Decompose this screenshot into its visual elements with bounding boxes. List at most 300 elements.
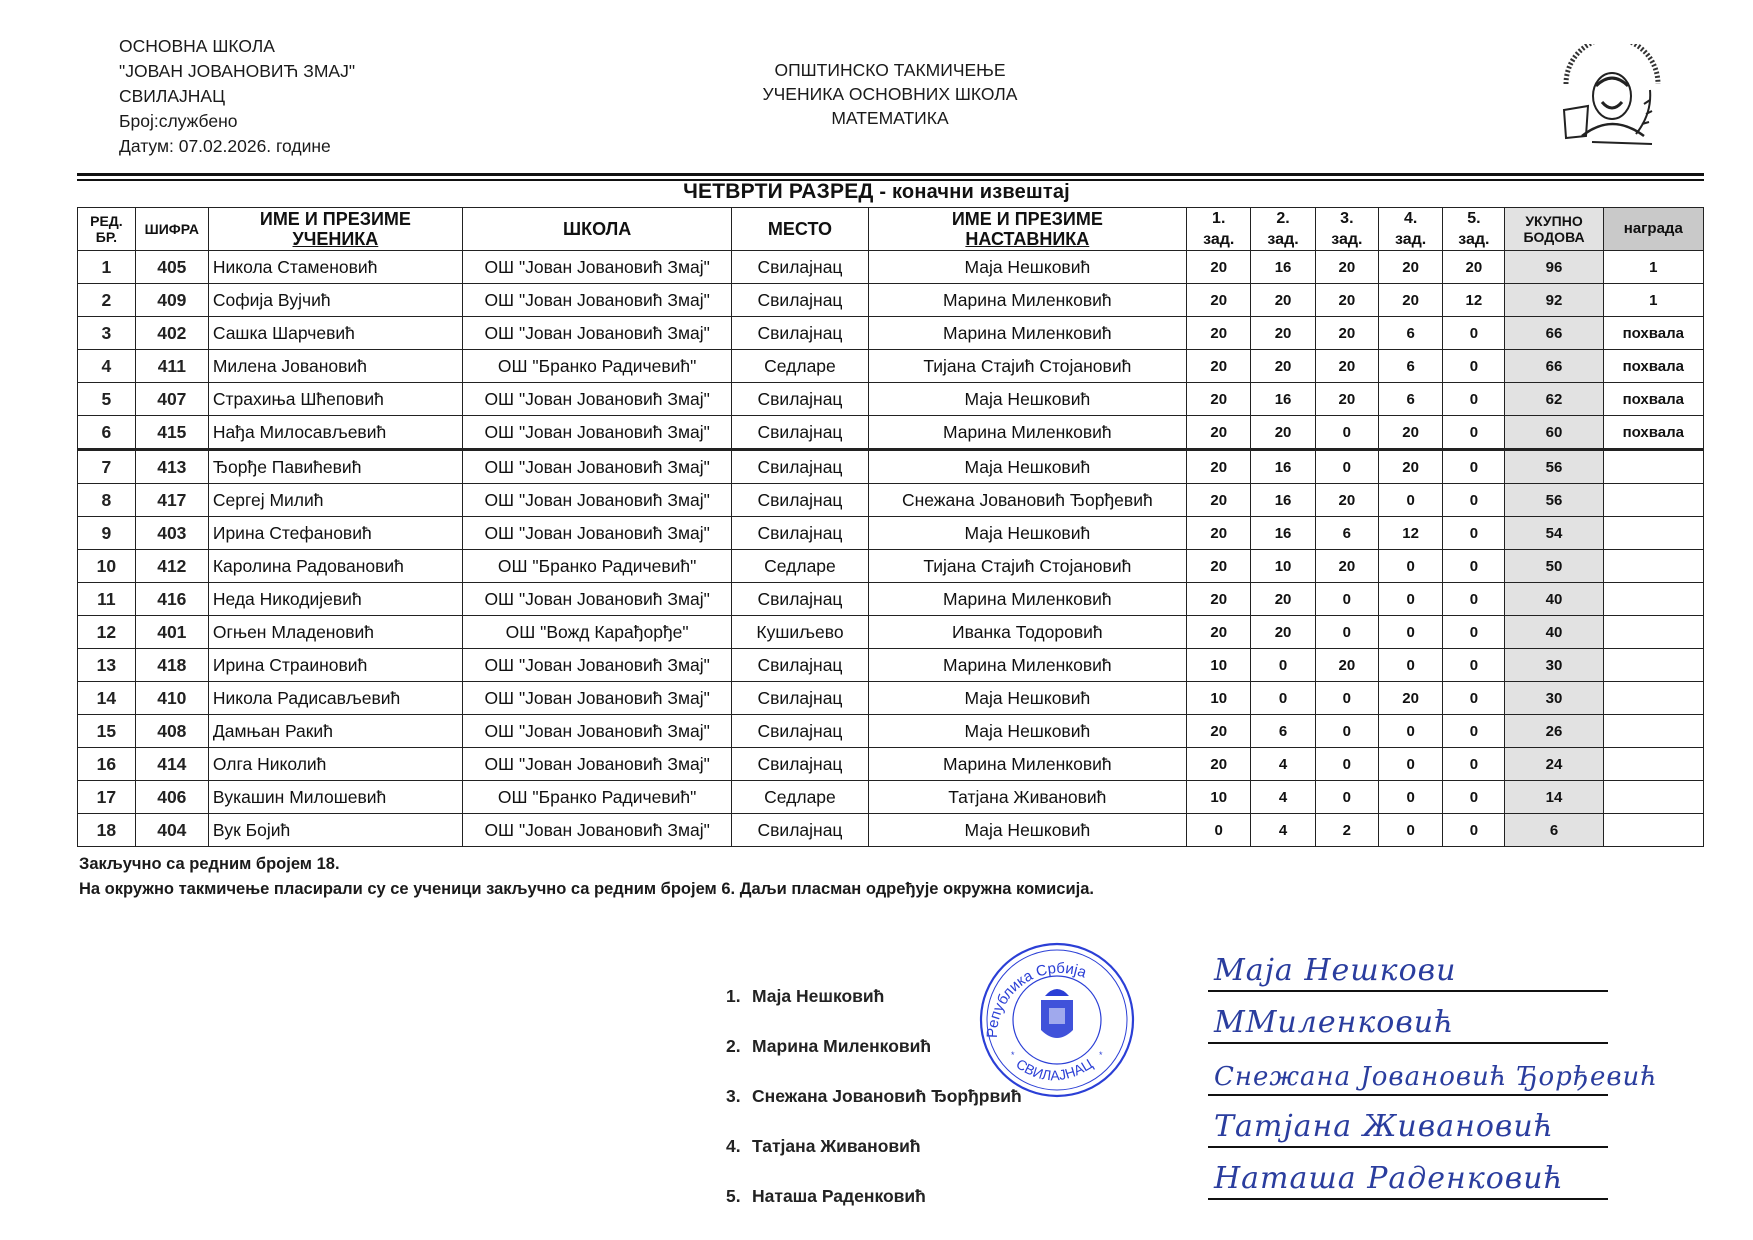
task-5-score: 0 (1443, 484, 1505, 517)
task-2-score: 16 (1251, 450, 1315, 484)
task-2-score: 4 (1251, 748, 1315, 781)
teacher-name: Тијана Стајић Стојановић (868, 550, 1186, 583)
task-5-score: 0 (1443, 550, 1505, 583)
total-score: 14 (1505, 781, 1603, 814)
school-name: ОШ "Јован Јовановић Змај" (462, 649, 731, 682)
row-index: 8 (78, 484, 136, 517)
total-score: 92 (1505, 284, 1603, 317)
table-row (78, 251, 1704, 284)
svg-text:*: * (1099, 1050, 1103, 1060)
teacher-name: Тијана Стајић Стојановић (868, 350, 1186, 383)
award: похвала (1603, 383, 1703, 416)
teacher-name: Маја Нешковић (868, 682, 1186, 715)
table-row (78, 814, 1704, 847)
teacher-name: Марина Миленковић (868, 416, 1186, 450)
row-index: 1 (78, 251, 136, 284)
student-code: 418 (135, 649, 208, 682)
teacher-name: Марина Миленковић (868, 748, 1186, 781)
place: Свилајнац (732, 649, 868, 682)
school-town: СВИЛАЈНАЦ (119, 86, 226, 106)
commission-member: 5. Наташа Раденковић (726, 1186, 926, 1206)
table-row (78, 682, 1704, 715)
grade-label: ЧЕТВРТИ РАЗРЕД (683, 180, 874, 203)
task-4-score: 0 (1378, 649, 1442, 682)
award (1603, 583, 1703, 616)
task-1-score: 20 (1187, 484, 1251, 517)
note-final-rank: Закључно са редним бројем 18. (79, 855, 340, 873)
teacher-name: Маја Нешковић (868, 450, 1186, 484)
school-name: ОШ "Бранко Радичевић" (462, 781, 731, 814)
student-name: Дамњан Ракић (208, 715, 462, 748)
place: Кушиљево (732, 616, 868, 649)
task-3-score: 0 (1315, 616, 1378, 649)
total-score: 6 (1505, 814, 1603, 847)
col-header-task-4: 4. зад. (1378, 208, 1442, 251)
total-score: 40 (1505, 616, 1603, 649)
table-row (78, 317, 1704, 350)
header-rule-thick (77, 173, 1704, 176)
signature-line (1208, 1148, 1608, 1200)
place: Свилајнац (732, 583, 868, 616)
award (1603, 517, 1703, 550)
competition-level: ОПШТИНСКО ТАКМИЧЕЊЕ (774, 60, 1006, 80)
task-4-score: 20 (1378, 682, 1442, 715)
student-code: 403 (135, 517, 208, 550)
task-1-score: 20 (1187, 383, 1251, 416)
student-name: Ирина Стефановић (208, 517, 462, 550)
competition-audience: УЧЕНИКА ОСНОВНИХ ШКОЛА (762, 84, 1018, 104)
school-name: ОШ "Јован Јовановић Змај" (462, 682, 731, 715)
task-2-score: 20 (1251, 583, 1315, 616)
table-row (78, 450, 1704, 484)
task-5-score: 0 (1443, 616, 1505, 649)
task-1-score: 20 (1187, 251, 1251, 284)
student-code: 417 (135, 484, 208, 517)
col-header-task-5: 5. зад. (1443, 208, 1505, 251)
school-name: ОШ "Јован Јовановић Змај" (462, 317, 731, 350)
student-code: 412 (135, 550, 208, 583)
document-number: Број:службено (119, 111, 238, 131)
table-row (78, 583, 1704, 616)
col-header-task-3: 3. зад. (1315, 208, 1378, 251)
task-2-score: 16 (1251, 517, 1315, 550)
award: похвала (1603, 317, 1703, 350)
task-1-score: 0 (1187, 814, 1251, 847)
award: 1 (1603, 284, 1703, 317)
col-header-school: ШКОЛА (462, 208, 731, 251)
col-header-index: РЕД. БР. (78, 208, 136, 251)
teacher-name: Марина Миленковић (868, 649, 1186, 682)
task-2-score: 0 (1251, 682, 1315, 715)
place: Свилајнац (732, 682, 868, 715)
school-name: ОШ "Јован Јовановић Змај" (462, 583, 731, 616)
total-score: 56 (1505, 450, 1603, 484)
task-1-score: 20 (1187, 715, 1251, 748)
school-name: ОШ "Јован Јовановић Змај" (462, 284, 731, 317)
task-1-score: 20 (1187, 550, 1251, 583)
task-2-score: 16 (1251, 484, 1315, 517)
task-5-score: 20 (1443, 251, 1505, 284)
task-5-score: 0 (1443, 317, 1505, 350)
student-name: Нађа Милосављевић (208, 416, 462, 450)
row-index: 5 (78, 383, 136, 416)
school-name: ОШ "Јован Јовановић Змај" (462, 748, 731, 781)
col-header-student: ИМЕ И ПРЕЗИМЕ УЧЕНИКА (208, 208, 462, 251)
award: похвала (1603, 416, 1703, 450)
school-name: ОШ "Јован Јовановић Змај" (462, 251, 731, 284)
table-row (78, 383, 1704, 416)
task-1-score: 20 (1187, 583, 1251, 616)
table-row (78, 416, 1704, 450)
row-index: 3 (78, 317, 136, 350)
table-row (78, 616, 1704, 649)
student-name: Никола Стаменовић (208, 251, 462, 284)
signature-line (1208, 992, 1608, 1044)
row-index: 11 (78, 583, 136, 616)
table-row (78, 781, 1704, 814)
task-5-score: 0 (1443, 383, 1505, 416)
task-5-score: 12 (1443, 284, 1505, 317)
task-4-score: 0 (1378, 550, 1442, 583)
student-name: Сергеј Милић (208, 484, 462, 517)
table-row (78, 649, 1704, 682)
school-name: "ЈОВАН ЈОВАНОВИЋ ЗМАЈ" (119, 61, 356, 81)
task-1-score: 20 (1187, 450, 1251, 484)
award (1603, 715, 1703, 748)
award (1603, 450, 1703, 484)
student-name: Неда Никодијевић (208, 583, 462, 616)
teacher-name: Марина Миленковић (868, 317, 1186, 350)
student-code: 411 (135, 350, 208, 383)
task-1-score: 20 (1187, 416, 1251, 450)
teacher-name: Марина Миленковић (868, 583, 1186, 616)
row-index: 12 (78, 616, 136, 649)
school-name: ОШ "Бранко Радичевић" (462, 350, 731, 383)
task-1-score: 20 (1187, 284, 1251, 317)
award: 1 (1603, 251, 1703, 284)
document-date: Датум: 07.02.2026. године (119, 136, 331, 156)
school-name: ОШ "Бранко Радичевић" (462, 550, 731, 583)
student-name: Вукашин Милошевић (208, 781, 462, 814)
svg-text:СВИЛАЈНАЦ: СВИЛАЈНАЦ (1013, 1055, 1096, 1084)
competition-header (700, 58, 1080, 130)
student-code: 401 (135, 616, 208, 649)
task-3-score: 0 (1315, 715, 1378, 748)
commission-member: 2. Марина Миленковић (726, 1036, 932, 1056)
student-code: 405 (135, 251, 208, 284)
task-2-score: 0 (1251, 649, 1315, 682)
student-name: Огњен Младеновић (208, 616, 462, 649)
task-1-score: 20 (1187, 616, 1251, 649)
task-3-score: 0 (1315, 450, 1378, 484)
signature: Мајa Нешкови (1214, 953, 1457, 988)
signature-block (1208, 940, 1659, 1200)
school-name: ОШ "Јован Јовановић Змај" (462, 715, 731, 748)
total-score: 40 (1505, 583, 1603, 616)
task-3-score: 20 (1315, 484, 1378, 517)
school-name: ОШ "Јован Јовановић Змај" (462, 814, 731, 847)
student-code: 407 (135, 383, 208, 416)
row-index: 9 (78, 517, 136, 550)
student-name: Олга Николић (208, 748, 462, 781)
task-3-score: 0 (1315, 748, 1378, 781)
teacher-name: Маја Нешковић (868, 383, 1186, 416)
teacher-name: Иванка Тодоровић (868, 616, 1186, 649)
total-score: 54 (1505, 517, 1603, 550)
task-2-score: 6 (1251, 715, 1315, 748)
total-score: 56 (1505, 484, 1603, 517)
place: Свилајнац (732, 517, 868, 550)
task-1-score: 20 (1187, 350, 1251, 383)
student-code: 409 (135, 284, 208, 317)
task-4-score: 12 (1378, 517, 1442, 550)
task-2-score: 20 (1251, 317, 1315, 350)
school-name: ОШ "Вожд Карађорђе" (462, 616, 731, 649)
results-body (78, 251, 1704, 847)
place: Свилајнац (732, 748, 868, 781)
task-4-score: 0 (1378, 715, 1442, 748)
task-1-score: 10 (1187, 682, 1251, 715)
svg-text:Република Србија: Република Србија (983, 959, 1089, 1039)
total-score: 96 (1505, 251, 1603, 284)
student-code: 408 (135, 715, 208, 748)
task-5-score: 0 (1443, 781, 1505, 814)
student-code: 410 (135, 682, 208, 715)
task-1-score: 20 (1187, 517, 1251, 550)
svg-text:*: * (1011, 1050, 1015, 1060)
task-3-score: 6 (1315, 517, 1378, 550)
student-code: 406 (135, 781, 208, 814)
award (1603, 550, 1703, 583)
school-name: ОШ "Јован Јовановић Змај" (462, 416, 731, 450)
commission-member: 4. Татјана Живановић (726, 1136, 921, 1156)
student-code: 414 (135, 748, 208, 781)
school-header (119, 34, 355, 159)
row-index: 6 (78, 416, 136, 450)
task-2-score: 10 (1251, 550, 1315, 583)
table-row (78, 284, 1704, 317)
school-type: ОСНОВНА ШКОЛА (119, 36, 275, 56)
award (1603, 814, 1703, 847)
table-row (78, 550, 1704, 583)
report-notes (79, 852, 1094, 902)
student-code: 416 (135, 583, 208, 616)
student-name: Вук Бојић (208, 814, 462, 847)
task-5-score: 0 (1443, 517, 1505, 550)
row-index: 4 (78, 350, 136, 383)
student-name: Сашка Шарчевић (208, 317, 462, 350)
row-index: 17 (78, 781, 136, 814)
task-1-score: 10 (1187, 781, 1251, 814)
table-row (78, 517, 1704, 550)
school-logo-icon (1552, 44, 1672, 154)
report-type: - коначни извештај (873, 181, 1070, 203)
note-qualification: На окружно такмичење пласирали су се ученици закључно са редним бројем 6. Даљи пласман одређује окружна комисија. (79, 880, 1094, 898)
competition-subject: МАТЕМАТИКА (831, 108, 949, 128)
task-3-score: 2 (1315, 814, 1378, 847)
task-3-score: 20 (1315, 251, 1378, 284)
table-row (78, 748, 1704, 781)
table-row (78, 484, 1704, 517)
task-2-score: 16 (1251, 383, 1315, 416)
table-row (78, 715, 1704, 748)
total-score: 62 (1505, 383, 1603, 416)
col-header-award: награда (1603, 208, 1703, 251)
task-3-score: 20 (1315, 350, 1378, 383)
task-4-score: 20 (1378, 251, 1442, 284)
task-5-score: 0 (1443, 450, 1505, 484)
official-stamp-icon (975, 938, 1140, 1103)
task-5-score: 0 (1443, 682, 1505, 715)
row-index: 18 (78, 814, 136, 847)
task-4-score: 20 (1378, 284, 1442, 317)
task-1-score: 10 (1187, 649, 1251, 682)
place: Свилајнац (732, 814, 868, 847)
award (1603, 781, 1703, 814)
student-code: 404 (135, 814, 208, 847)
signature: Татјана Живановић (1214, 1109, 1555, 1144)
teacher-name: Маја Нешковић (868, 715, 1186, 748)
task-1-score: 20 (1187, 317, 1251, 350)
award (1603, 649, 1703, 682)
teacher-name: Маја Нешковић (868, 251, 1186, 284)
award (1603, 682, 1703, 715)
task-3-score: 20 (1315, 284, 1378, 317)
teacher-name: Татјана Живановић (868, 781, 1186, 814)
school-name: ОШ "Јован Јовановић Змај" (462, 450, 731, 484)
task-4-score: 6 (1378, 350, 1442, 383)
signature-line (1208, 940, 1608, 992)
place: Свилајнац (732, 251, 868, 284)
teacher-name: Маја Нешковић (868, 517, 1186, 550)
task-3-score: 20 (1315, 649, 1378, 682)
col-header-teacher: ИМЕ И ПРЕЗИМЕ НАСТАВНИКА (868, 208, 1186, 251)
col-header-code: ШИФРА (135, 208, 208, 251)
place: Седларе (732, 350, 868, 383)
school-name: ОШ "Јован Јовановић Змај" (462, 517, 731, 550)
task-5-score: 0 (1443, 583, 1505, 616)
place: Свилајнац (732, 317, 868, 350)
row-index: 13 (78, 649, 136, 682)
task-4-score: 0 (1378, 616, 1442, 649)
total-score: 66 (1505, 317, 1603, 350)
task-3-score: 0 (1315, 781, 1378, 814)
award (1603, 484, 1703, 517)
task-5-score: 0 (1443, 715, 1505, 748)
student-name: Ђорђе Павићевић (208, 450, 462, 484)
task-4-score: 0 (1378, 484, 1442, 517)
total-score: 30 (1505, 682, 1603, 715)
student-name: Милена Јовановић (208, 350, 462, 383)
signature: ММиленковић (1214, 1005, 1455, 1040)
task-3-score: 20 (1315, 383, 1378, 416)
row-index: 7 (78, 450, 136, 484)
task-5-score: 0 (1443, 649, 1505, 682)
task-3-score: 0 (1315, 416, 1378, 450)
table-header-row (78, 208, 1704, 251)
place: Свилајнац (732, 715, 868, 748)
task-5-score: 0 (1443, 748, 1505, 781)
task-2-score: 16 (1251, 251, 1315, 284)
row-index: 16 (78, 748, 136, 781)
student-name: Каролина Радовановић (208, 550, 462, 583)
task-2-score: 20 (1251, 284, 1315, 317)
student-code: 413 (135, 450, 208, 484)
table-row (78, 350, 1704, 383)
student-name: Софија Вујчић (208, 284, 462, 317)
school-name: ОШ "Јован Јовановић Змај" (462, 484, 731, 517)
total-score: 66 (1505, 350, 1603, 383)
total-score: 50 (1505, 550, 1603, 583)
task-2-score: 20 (1251, 350, 1315, 383)
task-2-score: 4 (1251, 814, 1315, 847)
report-title (0, 180, 1753, 204)
task-2-score: 20 (1251, 416, 1315, 450)
award: похвала (1603, 350, 1703, 383)
place: Свилајнац (732, 450, 868, 484)
student-code: 415 (135, 416, 208, 450)
signature: Наташа Раденковић (1214, 1161, 1564, 1196)
place: Свилајнац (732, 484, 868, 517)
task-2-score: 20 (1251, 616, 1315, 649)
task-4-score: 20 (1378, 416, 1442, 450)
task-1-score: 20 (1187, 748, 1251, 781)
award (1603, 748, 1703, 781)
task-3-score: 0 (1315, 682, 1378, 715)
place: Свилајнац (732, 416, 868, 450)
task-4-score: 6 (1378, 383, 1442, 416)
task-5-score: 0 (1443, 416, 1505, 450)
row-index: 10 (78, 550, 136, 583)
task-2-score: 4 (1251, 781, 1315, 814)
task-4-score: 0 (1378, 748, 1442, 781)
task-5-score: 0 (1443, 814, 1505, 847)
total-score: 24 (1505, 748, 1603, 781)
place: Свилајнац (732, 284, 868, 317)
place: Седларе (732, 550, 868, 583)
col-header-task-2: 2. зад. (1251, 208, 1315, 251)
signature: Снежана Јовановић Ђорђевић (1214, 1062, 1659, 1092)
task-4-score: 0 (1378, 583, 1442, 616)
row-index: 15 (78, 715, 136, 748)
task-3-score: 0 (1315, 583, 1378, 616)
signature-line (1208, 1096, 1608, 1148)
commission-member: 1. Маја Нешковић (726, 986, 885, 1006)
signature-line (1208, 1044, 1659, 1096)
col-header-place: МЕСТО (732, 208, 868, 251)
student-code: 402 (135, 317, 208, 350)
place: Седларе (732, 781, 868, 814)
school-name: ОШ "Јован Јовановић Змај" (462, 383, 731, 416)
total-score: 30 (1505, 649, 1603, 682)
student-name: Страхиња Шћеповић (208, 383, 462, 416)
row-index: 14 (78, 682, 136, 715)
teacher-name: Марина Миленковић (868, 284, 1186, 317)
teacher-name: Маја Нешковић (868, 814, 1186, 847)
commission-member: 3. Снежана Јовановић Ђорђрвић (726, 1086, 1022, 1106)
task-3-score: 20 (1315, 317, 1378, 350)
award (1603, 616, 1703, 649)
task-4-score: 20 (1378, 450, 1442, 484)
total-score: 26 (1505, 715, 1603, 748)
teacher-name: Снежана Јовановић Ђорђевић (868, 484, 1186, 517)
row-index: 2 (78, 284, 136, 317)
place: Свилајнац (732, 383, 868, 416)
col-header-task-1: 1. зад. (1187, 208, 1251, 251)
results-table (77, 207, 1704, 847)
task-3-score: 20 (1315, 550, 1378, 583)
student-name: Ирина Страиновић (208, 649, 462, 682)
